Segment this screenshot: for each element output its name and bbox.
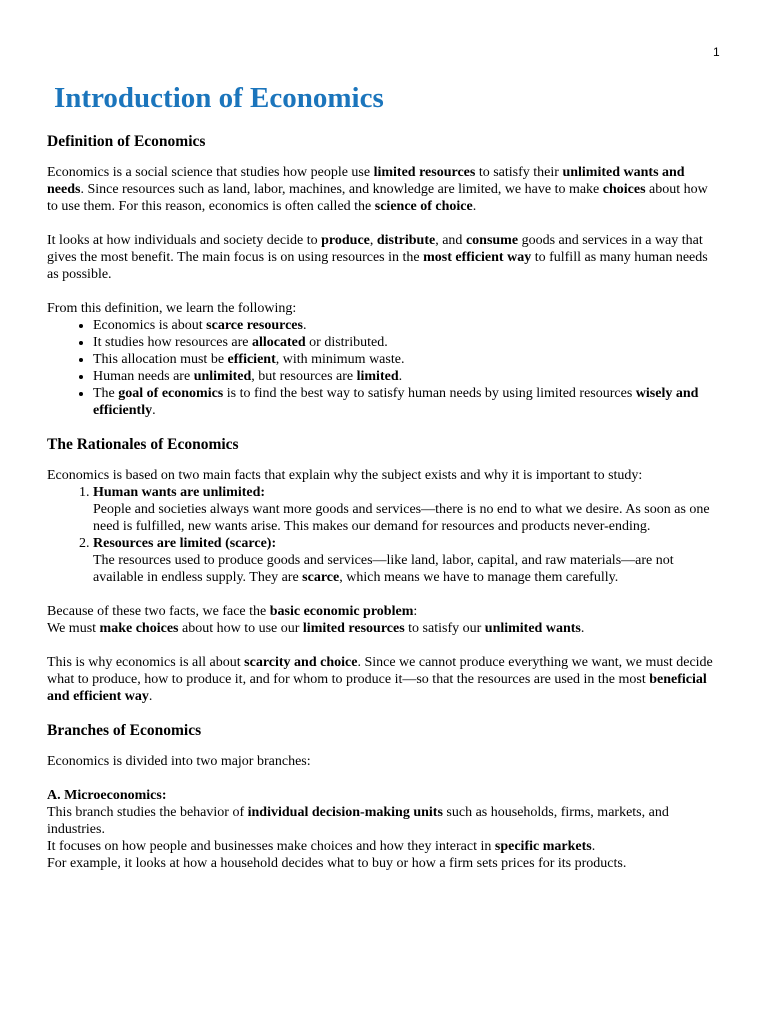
scarcity-paragraph: This is why economics is all about scarcity and choice. Since we cannot produce everything we want, we must decide what to produce, how to produce it, and for whom to produce it—so that the resources are used in the most beneficial and efficient way. — [47, 655, 713, 704]
document-title: Introduction of Economics — [54, 82, 384, 114]
bullet-item: • Economics is about scarce resources. — [93, 317, 719, 334]
bold-term: choices — [602, 182, 646, 197]
bold-term: unlimited wants and needs — [47, 165, 685, 197]
bullet-item: • This allocation must be efficient, with minimum waste. — [93, 351, 719, 368]
microeconomics-heading — [47, 787, 719, 804]
rationales-heading: The Rationales of Economics — [47, 436, 239, 453]
bold-term: beneficial and efficient way — [47, 672, 707, 704]
bullet-item: • Human needs are unlimited, but resources are limited. — [93, 368, 719, 385]
definition-paragraph-1: Economics is a social science that studies how people use limited resources to satisfy their unlimited wants and needs. Since resources such as land, labor, machines, and knowledge are limited, we have to make choices about how to use them. For this reason, economics is often called the science of choice. — [47, 165, 708, 214]
bold-term: limited — [356, 369, 399, 384]
branches-heading: Branches of Economics — [47, 722, 202, 739]
bold-term: unlimited — [193, 369, 252, 384]
rationale-item — [93, 484, 719, 535]
make-choices-line: We must make choices about how to use our limited resources to satisfy our unlimited wants. — [47, 621, 585, 636]
microeconomics-line-2: It focuses on how people and businesses make choices and how they interact in specific markets. — [47, 839, 596, 854]
bullet-item: • It studies how resources are allocated or distributed. — [93, 334, 719, 351]
bullet-item: • The goal of economics is to find the best way to satisfy human needs by using limited resources wisely and efficiently. — [93, 385, 719, 419]
rationale-item-body: The resources used to produce goods and services—like land, labor, capital, and raw materials—are not available in endless supply. They are scarce, which means we have to manage them carefully. — [93, 553, 674, 585]
bold-term: unlimited wants — [484, 621, 581, 636]
bold-term: limited resources — [302, 621, 405, 636]
bold-term: produce — [321, 233, 370, 248]
bold-term: limited resources — [373, 165, 476, 180]
rationale-item-body: People and societies always want more goods and services—there is no end to what we desire. As soon as one need is fulfilled, new wants arise. This makes our demand for resources and products never-ending. — [93, 502, 710, 534]
microeconomics-line-3: For example, it looks at how a household decides what to buy or how a firm sets prices for its products. — [47, 856, 627, 871]
bold-term: allocated — [252, 335, 306, 350]
bold-term: scarce — [302, 570, 340, 585]
rationale-item-title: Resources are limited (scarce): — [93, 536, 277, 551]
definition-paragraph-3: From this definition, we learn the following: — [47, 301, 297, 316]
document-body — [47, 78, 719, 872]
bold-term: scarce resources — [206, 318, 303, 333]
definition-bullet-list — [47, 317, 719, 419]
basic-problem-line: Because of these two facts, we face the basic economic problem: — [47, 604, 418, 619]
bold-term: wisely and efficiently — [93, 386, 699, 418]
page-number: 1 — [713, 45, 720, 59]
bold-term: consume — [465, 233, 519, 248]
bold-term: goal of economics — [118, 386, 224, 401]
definition-heading: Definition of Economics — [47, 133, 206, 150]
bold-term: science of choice — [374, 199, 473, 214]
bold-term: distribute — [376, 233, 436, 248]
bold-term: specific markets — [494, 839, 592, 854]
rationale-item — [93, 535, 719, 586]
rationales-numbered-list — [47, 484, 719, 586]
bold-term: most efficient way — [423, 250, 532, 265]
microeconomics-heading-text: A. Microeconomics: — [47, 788, 167, 803]
rationales-intro: Economics is based on two main facts that explain why the subject exists and why it is important to study: — [47, 468, 643, 483]
rationale-item-title: Human wants are unlimited: — [93, 485, 266, 500]
microeconomics-line-1: This branch studies the behavior of individual decision-making units such as households, firms, markets, and industries. — [47, 805, 669, 837]
bold-term: make choices — [99, 621, 179, 636]
bold-term: scarcity and choice — [244, 655, 358, 670]
bold-term: basic economic problem — [269, 604, 414, 619]
bold-term: individual decision-making units — [247, 805, 443, 820]
branches-intro: Economics is divided into two major branches: — [47, 754, 311, 769]
bold-term: efficient — [227, 352, 276, 367]
definition-paragraph-2: It looks at how individuals and society decide to produce, distribute, and consume goods and services in a way that gives the most benefit. The main focus is on using resources in the most efficient way to fulfill as many human needs as possible. — [47, 233, 708, 282]
